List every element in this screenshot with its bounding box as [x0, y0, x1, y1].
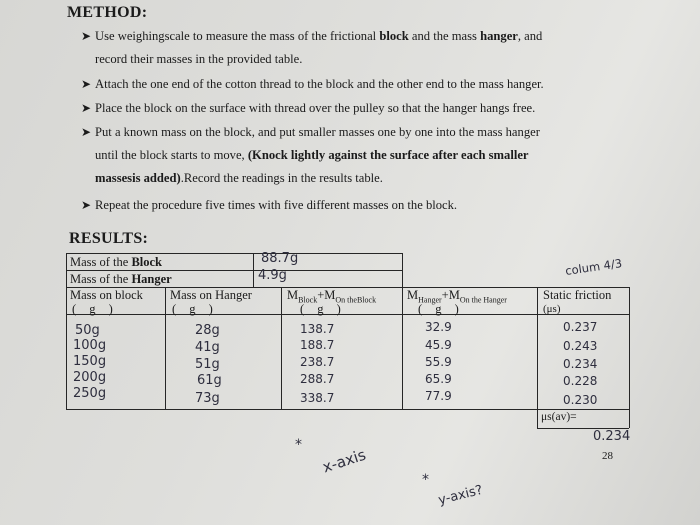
- arrow-bullet-icon: ➤: [81, 29, 92, 43]
- arrow-bullet-icon: ➤: [81, 125, 92, 139]
- annotation-star-1: *: [295, 437, 302, 453]
- header-mass-hanger-total: $M_{Hanger}+M_{On the Hanger}$: [407, 288, 507, 305]
- arrow-bullet-icon: ➤: [81, 198, 92, 212]
- unit-c5: (μs): [543, 303, 561, 315]
- row-3-mass-hanger: 51g: [195, 357, 220, 372]
- row-2-hanger-total: 45.9: [425, 338, 452, 352]
- row-4-block-total: 288.7: [300, 372, 335, 386]
- mass-block-label: Mass of the Block: [70, 255, 163, 269]
- row-4-mass-hanger: 61g: [197, 373, 222, 388]
- arrow-bullet-icon: ➤: [81, 77, 92, 91]
- header-static-friction: Static friction: [543, 288, 612, 302]
- method-step-3: ➤ Place the block on the surface with thread over the pulley so that the hanger hangs free.: [95, 97, 655, 120]
- y-axis-note: y-axis?: [436, 482, 485, 509]
- row-3-hanger-total: 55.9: [425, 355, 452, 369]
- mass-hanger-label: Mass of the Hanger: [70, 272, 172, 286]
- row-1-friction: 0.237: [563, 320, 598, 334]
- annotation-star-2: *: [422, 472, 429, 488]
- header-mass-on-hanger: Mass on Hanger: [170, 288, 252, 302]
- row-5-friction: 0.230: [563, 393, 598, 407]
- row-2-mass-hanger: 41g: [195, 340, 220, 355]
- row-3-block-total: 238.7: [300, 355, 335, 369]
- mass-block-value: 88.7g: [261, 251, 299, 266]
- row-5-block-total: 338.7: [300, 391, 335, 405]
- page-number: 28: [602, 450, 613, 462]
- row-1-mass-block: 50g: [75, 323, 100, 338]
- row-5-mass-hanger: 73g: [195, 391, 220, 406]
- row-3-mass-block: 150g: [73, 354, 107, 369]
- unit-c2: ( g ): [172, 302, 213, 316]
- row-4-mass-block: 200g: [73, 370, 107, 385]
- method-step-4: ➤ Put a known mass on the block, and put smaller masses one by one into the mass hanger until the block starts to move, (Knock lightly against the surface after each smaller massesis added).Record the readings in the results table.: [95, 121, 655, 190]
- header-mass-block-total: $M_{Block}+M_{On theBlock}$: [287, 288, 377, 305]
- mass-hanger-value: 4.9g: [258, 268, 287, 283]
- unit-c3: ( g ): [300, 302, 341, 316]
- row-1-mass-hanger: 28g: [195, 323, 220, 338]
- row-2-block-total: 188.7: [300, 338, 335, 352]
- header-mass-on-block: Mass on block: [70, 288, 143, 302]
- row-1-block-total: 138.7: [300, 322, 335, 336]
- row-5-hanger-total: 77.9: [425, 389, 452, 403]
- row-3-friction: 0.234: [563, 357, 598, 371]
- results-heading: RESULTS:: [69, 230, 149, 247]
- row-1-hanger-total: 32.9: [425, 320, 452, 334]
- column-note: colum 4/3: [564, 256, 623, 278]
- average-friction-label: μs(av)=: [541, 411, 577, 423]
- row-2-friction: 0.243: [563, 339, 598, 353]
- row-4-friction: 0.228: [563, 374, 598, 388]
- unit-c1: ( g ): [72, 302, 113, 316]
- method-step-5: ➤ Repeat the procedure five times with five different masses on the block.: [95, 194, 655, 217]
- average-friction-value: 0.234: [593, 429, 631, 444]
- row-5-mass-block: 250g: [73, 386, 107, 401]
- row-2-mass-block: 100g: [73, 338, 107, 353]
- arrow-bullet-icon: ➤: [81, 101, 92, 115]
- method-step-1: ➤ Use weighingscale to measure the mass of the frictional block and the mass hanger, and record their masses in the provided table.: [95, 25, 655, 71]
- row-4-hanger-total: 65.9: [425, 372, 452, 386]
- method-step-2: ➤ Attach the one end of the cotton thread to the block and the other end to the mass hanger.: [95, 73, 655, 96]
- unit-c4: ( g ): [418, 302, 459, 316]
- x-axis-note: x-axis: [320, 445, 369, 477]
- method-heading: METHOD:: [67, 4, 148, 21]
